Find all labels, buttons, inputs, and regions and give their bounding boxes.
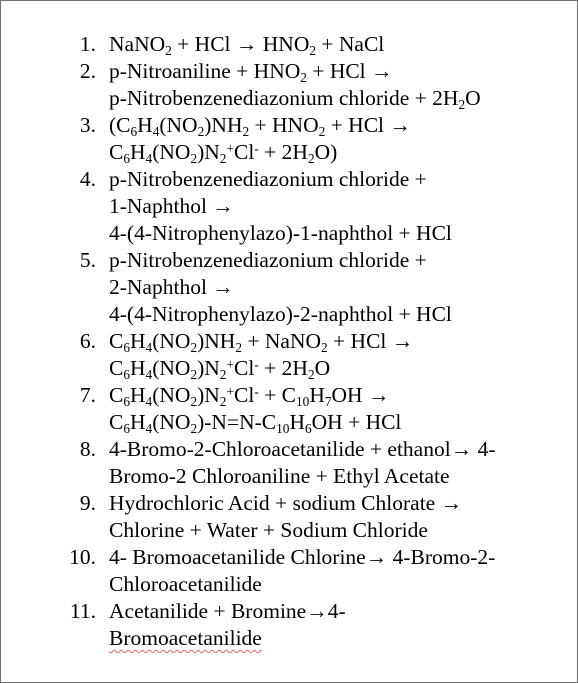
list-item (0, 436, 578, 490)
item-number: 9. (79, 491, 96, 515)
item-line: p-Nitrobenzenediazonium chloride + (109, 167, 427, 191)
item-number: 1. (79, 32, 96, 56)
item-line: p-Nitrobenzenediazonium chloride + $2H_2O$ (109, 86, 481, 113)
item-line: $C_6H_4(NO_2)N_2^+Cl^- + C_{10}H_7OH$ → (109, 383, 390, 410)
item-line: Hydrochloric Acid + sodium Chlorate → (109, 491, 463, 515)
item-line: 2-Naphthol → (109, 275, 234, 299)
item-number: 11. (69, 599, 96, 623)
item-number: 6. (79, 329, 96, 353)
item-line: 4-(4-Nitrophenylazo)-2-naphthol + HCl (109, 302, 452, 326)
item-line: Acetanilide + Bromine→4- (109, 599, 346, 623)
item-line: 4- Bromoacetanilide Chlorine→ 4-Bromo-2- (109, 545, 496, 569)
item-number: 4. (79, 167, 96, 191)
list-item (0, 598, 578, 652)
list-item (0, 31, 578, 58)
list-item (0, 112, 578, 166)
list-item (0, 544, 578, 598)
item-line: 1-Naphthol → (109, 194, 234, 218)
reaction-list (0, 31, 578, 652)
list-item (0, 58, 578, 112)
list-item (0, 382, 578, 436)
list-item (0, 166, 578, 247)
item-number: 7. (79, 383, 96, 407)
item-line: $C_6H_4(NO_2)NH_2$ + NaNO$_2$ + HCl → (109, 329, 414, 356)
list-item (0, 490, 578, 544)
item-line: $C_6H_4(NO_2)-N=N-C_{10}H_6OH$ + HCl (109, 410, 402, 437)
item-line: Chlorine + Water + Sodium Chloride (109, 518, 428, 542)
list-item (0, 328, 578, 382)
item-number: 2. (79, 59, 96, 83)
item-number: 8. (79, 437, 96, 461)
item-line: ($C_6H_4(NO_2)NH_2 + HNO_2$ + HCl → (109, 113, 411, 140)
list-item (0, 247, 578, 328)
item-line: $C_6H_4(NO_2)N_2^+Cl^- + 2H_2O$ (109, 356, 331, 383)
item-line: p-Nitrobenzenediazonium chloride + (109, 248, 427, 272)
item-line: 4-Bromo-2-Chloroacetanilide + ethanol→ 4- (109, 437, 496, 461)
item-number: 10. (69, 545, 96, 569)
item-line: Chloroacetanilide (109, 572, 262, 596)
item-line: 4-(4-Nitrophenylazo)-1-naphthol + HCl (109, 221, 452, 245)
item-line: $C_6H_4(NO_2)N_2^+Cl^- + 2H_2O$) (109, 140, 338, 167)
item-line: p-Nitroaniline + $HNO_2$ + HCl → (109, 59, 393, 86)
item-line: Bromo-2 Chloroaniline + Ethyl Acetate (109, 464, 450, 488)
item-line: NaNO$_2$ + HCl → $HNO_2$ + NaCl (109, 32, 385, 59)
spellcheck-underline: Bromoacetanilide (109, 626, 262, 650)
item-line (109, 625, 578, 652)
item-number: 5. (79, 248, 96, 272)
item-number: 3. (79, 113, 96, 137)
